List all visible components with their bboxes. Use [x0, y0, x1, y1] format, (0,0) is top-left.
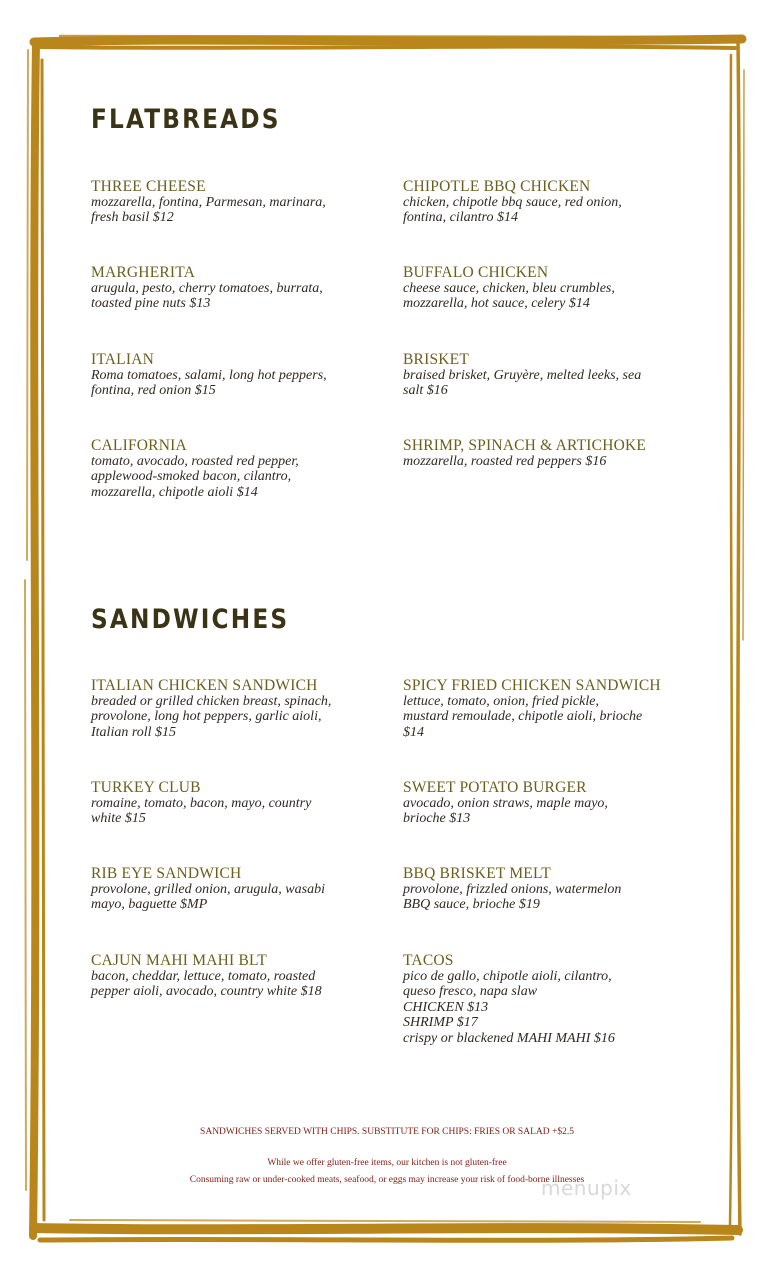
- menu-item-italian: [91, 352, 391, 399]
- menu-item-sweet-potato-burger: [403, 780, 703, 827]
- item-name: RIB EYE SANDWICH: [91, 865, 242, 882]
- item-description: lettuce, tomato, onion, fried pickle, mustard remoulade, chipotle aioli, brioche $14: [403, 694, 643, 740]
- gluten-free-note: While we offer gluten-free items, our kitchen is not gluten-free: [267, 1158, 507, 1168]
- menu-item-three-cheese: [91, 179, 391, 226]
- item-description: provolone, frizzled onions, watermelon BBQ sauce, brioche $19: [403, 882, 622, 913]
- menu-item-shrimp-spinach-artichoke: [403, 438, 703, 469]
- item-name: CALIFORNIA: [91, 437, 187, 454]
- menu-item-turkey-club: [91, 780, 391, 827]
- item-description: pico de gallo, chipotle aioli, cilantro, queso fresco, napa slaw CHICKEN $13 SHRIMP $17 crispy or blackened MAHI MAHI $16: [403, 969, 615, 1046]
- menu-item-chipotle-bbq-chicken: [403, 179, 703, 226]
- item-description: braised brisket, Gruyère, melted leeks, sea salt $16: [403, 368, 642, 399]
- menu-item-margherita: [91, 265, 391, 312]
- item-name: SPICY FRIED CHICKEN SANDWICH: [403, 677, 661, 694]
- item-name: SWEET POTATO BURGER: [403, 779, 587, 796]
- item-name: BRISKET: [403, 351, 469, 368]
- flatbreads-heading: FLATBREADS: [91, 104, 281, 135]
- item-name: THREE CHEESE: [91, 178, 206, 195]
- item-description: breaded or grilled chicken breast, spinach, provolone, long hot peppers, garlic aioli, Italian roll $15: [91, 694, 332, 740]
- item-name: BBQ BRISKET MELT: [403, 865, 551, 882]
- item-name: TURKEY CLUB: [91, 779, 201, 796]
- item-name: CHIPOTLE BBQ CHICKEN: [403, 178, 591, 195]
- item-description: Roma tomatoes, salami, long hot peppers, fontina, red onion $15: [91, 368, 327, 399]
- item-description: romaine, tomato, bacon, mayo, country white $15: [91, 796, 312, 827]
- item-description: arugula, pesto, cherry tomatoes, burrata, toasted pine nuts $13: [91, 281, 323, 312]
- item-name: SHRIMP, SPINACH & ARTICHOKE: [403, 437, 647, 454]
- menu-item-italian-chicken-sandwich: [91, 678, 391, 740]
- menu-item-buffalo-chicken: [403, 265, 703, 312]
- menu-item-bbq-brisket-melt: [403, 866, 703, 913]
- item-description: avocado, onion straws, maple mayo, brioche $13: [403, 796, 608, 827]
- menu-item-california: [91, 438, 391, 500]
- raw-food-warning: Consuming raw or under-cooked meats, seafood, or eggs may increase your risk of food-borne illnesses: [189, 1175, 585, 1185]
- menu-item-cajun-mahi-mahi-blt: [91, 953, 391, 1000]
- item-name: MARGHERITA: [91, 264, 196, 281]
- chips-note: SANDWICHES SERVED WITH CHIPS. SUBSTITUTE FOR CHIPS: FRIES OR SALAD +$2.5: [200, 1127, 574, 1137]
- item-name: BUFFALO CHICKEN: [403, 264, 549, 281]
- menu-item-tacos: [403, 953, 703, 1046]
- item-description: mozzarella, roasted red peppers $16: [403, 454, 607, 469]
- sandwiches-heading: SANDWICHES: [91, 604, 290, 635]
- item-description: bacon, cheddar, lettuce, tomato, roasted pepper aioli, avocado, country white $18: [91, 969, 322, 1000]
- item-description: provolone, grilled onion, arugula, wasabi mayo, baguette $MP: [91, 882, 325, 913]
- item-name: ITALIAN: [91, 351, 154, 368]
- item-description: mozzarella, fontina, Parmesan, marinara, fresh basil $12: [91, 195, 326, 226]
- item-name: ITALIAN CHICKEN SANDWICH: [91, 677, 318, 694]
- menu-item-brisket: [403, 352, 703, 399]
- menu-item-rib-eye-sandwich: [91, 866, 391, 913]
- item-name: CAJUN MAHI MAHI BLT: [91, 952, 267, 969]
- item-name: TACOS: [403, 952, 454, 969]
- item-description: cheese sauce, chicken, bleu crumbles, mozzarella, hot sauce, celery $14: [403, 281, 615, 312]
- menu-item-spicy-fried-chicken-sandwich: [403, 678, 703, 740]
- item-description: chicken, chipotle bbq sauce, red onion, fontina, cilantro $14: [403, 195, 622, 226]
- item-description: tomato, avocado, roasted red pepper, applewood-smoked bacon, cilantro, mozzarella, chipotle aioli $14: [91, 454, 299, 500]
- watermark-logo: menupix: [541, 1176, 632, 1200]
